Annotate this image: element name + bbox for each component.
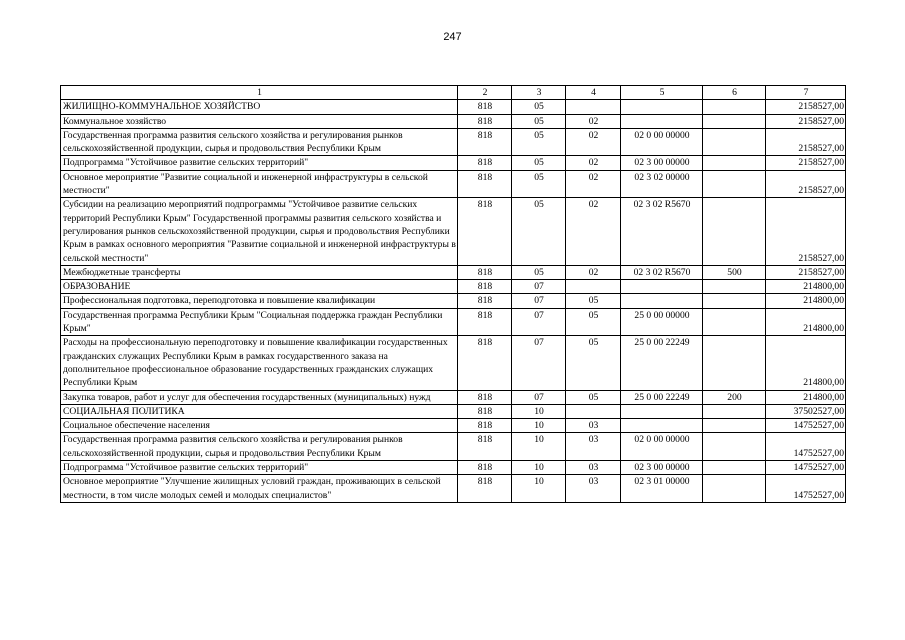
row-section-cell: 07 bbox=[512, 336, 566, 390]
row-type-cell bbox=[703, 433, 766, 461]
row-target-cell: 02 3 00 00000 bbox=[621, 156, 703, 170]
row-amount-cell: 214800,00 bbox=[766, 280, 846, 294]
row-section-cell: 05 bbox=[512, 156, 566, 170]
table-row bbox=[61, 308, 846, 336]
row-target-cell bbox=[621, 294, 703, 308]
row-type-cell bbox=[703, 280, 766, 294]
row-section-cell: 10 bbox=[512, 419, 566, 433]
row-type-cell: 500 bbox=[703, 265, 766, 279]
table-row bbox=[61, 156, 846, 170]
row-name-cell: Расходы на профессиональную переподготовку и повышение квалификации государственных гражданских служащих Республики Крым в рамках государственного заказа на дополнительное профессиональное образование государственных гражданских служащих Республики Крым bbox=[61, 336, 458, 390]
row-section-cell: 07 bbox=[512, 294, 566, 308]
row-code-cell: 818 bbox=[458, 100, 512, 114]
row-code-cell: 818 bbox=[458, 114, 512, 128]
row-code-cell: 818 bbox=[458, 433, 512, 461]
row-section-cell: 10 bbox=[512, 475, 566, 503]
row-target-cell: 25 0 00 00000 bbox=[621, 308, 703, 336]
row-name-cell: Основное мероприятие "Улучшение жилищных условий граждан, проживающих в сельской местности, в том числе молодых семей и молодых специалистов" bbox=[61, 475, 458, 503]
table-row bbox=[61, 100, 846, 114]
header-cell: 5 bbox=[621, 86, 703, 100]
row-subsection-cell: 05 bbox=[566, 390, 621, 404]
row-name-cell: Государственная программа развития сельского хозяйства и регулирования рынков сельскохозяйственной продукции, сырья и продовольствия Республики Крым bbox=[61, 128, 458, 156]
row-code-cell: 818 bbox=[458, 280, 512, 294]
row-subsection-cell: 03 bbox=[566, 433, 621, 461]
row-amount-cell: 2158527,00 bbox=[766, 128, 846, 156]
row-amount-cell: 14752527,00 bbox=[766, 475, 846, 503]
row-section-cell: 05 bbox=[512, 100, 566, 114]
row-target-cell bbox=[621, 404, 703, 418]
row-section-cell: 05 bbox=[512, 265, 566, 279]
row-type-cell: 200 bbox=[703, 390, 766, 404]
row-subsection-cell: 03 bbox=[566, 419, 621, 433]
row-subsection-cell: 02 bbox=[566, 128, 621, 156]
row-amount-cell: 214800,00 bbox=[766, 336, 846, 390]
row-target-cell: 02 3 01 00000 bbox=[621, 475, 703, 503]
table-row bbox=[61, 461, 846, 475]
row-section-cell: 10 bbox=[512, 433, 566, 461]
row-code-cell: 818 bbox=[458, 156, 512, 170]
row-amount-cell: 214800,00 bbox=[766, 308, 846, 336]
row-code-cell: 818 bbox=[458, 419, 512, 433]
row-section-cell: 10 bbox=[512, 404, 566, 418]
table-row bbox=[61, 390, 846, 404]
row-target-cell: 25 0 00 22249 bbox=[621, 390, 703, 404]
row-section-cell: 07 bbox=[512, 280, 566, 294]
row-code-cell: 818 bbox=[458, 265, 512, 279]
table-row bbox=[61, 128, 846, 156]
table-row bbox=[61, 475, 846, 503]
row-subsection-cell: 02 bbox=[566, 265, 621, 279]
row-amount-cell: 2158527,00 bbox=[766, 265, 846, 279]
row-subsection-cell: 05 bbox=[566, 294, 621, 308]
row-name-cell: Закупка товаров, работ и услуг для обеспечения государственных (муниципальных) нужд bbox=[61, 390, 458, 404]
row-code-cell: 818 bbox=[458, 308, 512, 336]
table-row bbox=[61, 294, 846, 308]
row-type-cell bbox=[703, 336, 766, 390]
row-subsection-cell: 02 bbox=[566, 156, 621, 170]
row-amount-cell: 37502527,00 bbox=[766, 404, 846, 418]
row-section-cell: 05 bbox=[512, 198, 566, 265]
row-amount-cell: 2158527,00 bbox=[766, 198, 846, 265]
row-code-cell: 818 bbox=[458, 390, 512, 404]
row-amount-cell: 14752527,00 bbox=[766, 433, 846, 461]
row-type-cell bbox=[703, 128, 766, 156]
row-section-cell: 07 bbox=[512, 390, 566, 404]
table-row bbox=[61, 336, 846, 390]
row-subsection-cell bbox=[566, 404, 621, 418]
page-number: 247 bbox=[443, 31, 462, 43]
row-target-cell: 02 0 00 00000 bbox=[621, 433, 703, 461]
row-name-cell: Основное мероприятие "Развитие социальной и инженерной инфраструктуры в сельской местности" bbox=[61, 170, 458, 198]
row-subsection-cell: 05 bbox=[566, 308, 621, 336]
row-type-cell bbox=[703, 114, 766, 128]
row-code-cell: 818 bbox=[458, 170, 512, 198]
row-name-cell: Подпрограмма "Устойчивое развитие сельских территорий" bbox=[61, 156, 458, 170]
row-target-cell: 02 3 02 R5670 bbox=[621, 265, 703, 279]
row-name-cell: СОЦИАЛЬНАЯ ПОЛИТИКА bbox=[61, 404, 458, 418]
row-name-cell: Социальное обеспечение населения bbox=[61, 419, 458, 433]
row-target-cell: 25 0 00 22249 bbox=[621, 336, 703, 390]
row-type-cell bbox=[703, 100, 766, 114]
row-amount-cell: 2158527,00 bbox=[766, 156, 846, 170]
row-section-cell: 05 bbox=[512, 128, 566, 156]
row-subsection-cell: 02 bbox=[566, 170, 621, 198]
row-name-cell: Профессиональная подготовка, переподготовка и повышение квалификации bbox=[61, 294, 458, 308]
row-subsection-cell: 03 bbox=[566, 475, 621, 503]
row-target-cell: 02 3 02 R5670 bbox=[621, 198, 703, 265]
row-section-cell: 10 bbox=[512, 461, 566, 475]
row-subsection-cell bbox=[566, 280, 621, 294]
row-target-cell bbox=[621, 100, 703, 114]
table-row bbox=[61, 404, 846, 418]
row-amount-cell: 2158527,00 bbox=[766, 114, 846, 128]
row-type-cell bbox=[703, 404, 766, 418]
row-amount-cell: 214800,00 bbox=[766, 390, 846, 404]
row-amount-cell: 2158527,00 bbox=[766, 100, 846, 114]
row-type-cell bbox=[703, 419, 766, 433]
row-name-cell: Межбюджетные трансферты bbox=[61, 265, 458, 279]
row-name-cell: Государственная программа развития сельского хозяйства и регулирования рынков сельскохозяйственной продукции, сырья и продовольствия Республики Крым bbox=[61, 433, 458, 461]
row-code-cell: 818 bbox=[458, 294, 512, 308]
row-section-cell: 05 bbox=[512, 170, 566, 198]
row-type-cell bbox=[703, 170, 766, 198]
header-cell: 7 bbox=[766, 86, 846, 100]
row-code-cell: 818 bbox=[458, 404, 512, 418]
row-type-cell bbox=[703, 461, 766, 475]
row-code-cell: 818 bbox=[458, 128, 512, 156]
budget-table bbox=[60, 85, 846, 503]
row-subsection-cell bbox=[566, 100, 621, 114]
row-type-cell bbox=[703, 294, 766, 308]
row-target-cell bbox=[621, 280, 703, 294]
table-row bbox=[61, 114, 846, 128]
row-code-cell: 818 bbox=[458, 461, 512, 475]
table-row bbox=[61, 280, 846, 294]
row-subsection-cell: 03 bbox=[566, 461, 621, 475]
row-target-cell: 02 0 00 00000 bbox=[621, 128, 703, 156]
row-code-cell: 818 bbox=[458, 336, 512, 390]
row-target-cell bbox=[621, 114, 703, 128]
row-type-cell bbox=[703, 198, 766, 265]
row-type-cell bbox=[703, 308, 766, 336]
row-section-cell: 07 bbox=[512, 308, 566, 336]
row-name-cell: Государственная программа Республики Крым "Социальная поддержка граждан Республики Крым" bbox=[61, 308, 458, 336]
row-type-cell bbox=[703, 156, 766, 170]
row-target-cell bbox=[621, 419, 703, 433]
row-name-cell: ОБРАЗОВАНИЕ bbox=[61, 280, 458, 294]
row-target-cell: 02 3 00 00000 bbox=[621, 461, 703, 475]
table-row bbox=[61, 433, 846, 461]
row-subsection-cell: 02 bbox=[566, 114, 621, 128]
header-cell: 4 bbox=[566, 86, 621, 100]
table-row bbox=[61, 419, 846, 433]
row-amount-cell: 214800,00 bbox=[766, 294, 846, 308]
row-section-cell: 05 bbox=[512, 114, 566, 128]
row-name-cell: Подпрограмма "Устойчивое развитие сельских территорий" bbox=[61, 461, 458, 475]
table-row bbox=[61, 170, 846, 198]
row-name-cell: Субсидии на реализацию мероприятий подпрограммы "Устойчивое развитие сельских территорий Республики Крым" Государственной программы развития сельского хозяйства и регулирования рынков сельскохозяйственной продукции, сырья и продовольствия Республики Крым в рамках основного мероприятия "Развитие социальной и инженерной инфраструктуры в сельской местности" bbox=[61, 198, 458, 265]
table-header-row bbox=[61, 86, 846, 100]
row-code-cell: 818 bbox=[458, 475, 512, 503]
row-type-cell bbox=[703, 475, 766, 503]
row-subsection-cell: 05 bbox=[566, 336, 621, 390]
row-name-cell: ЖИЛИЩНО-КОММУНАЛЬНОЕ ХОЗЯЙСТВО bbox=[61, 100, 458, 114]
row-amount-cell: 14752527,00 bbox=[766, 461, 846, 475]
table-row bbox=[61, 198, 846, 265]
row-target-cell: 02 3 02 00000 bbox=[621, 170, 703, 198]
row-name-cell: Коммунальное хозяйство bbox=[61, 114, 458, 128]
header-cell: 6 bbox=[703, 86, 766, 100]
header-cell: 2 bbox=[458, 86, 512, 100]
row-amount-cell: 14752527,00 bbox=[766, 419, 846, 433]
header-cell: 3 bbox=[512, 86, 566, 100]
table-row bbox=[61, 265, 846, 279]
row-amount-cell: 2158527,00 bbox=[766, 170, 846, 198]
row-subsection-cell: 02 bbox=[566, 198, 621, 265]
row-code-cell: 818 bbox=[458, 198, 512, 265]
header-cell: 1 bbox=[61, 86, 458, 100]
